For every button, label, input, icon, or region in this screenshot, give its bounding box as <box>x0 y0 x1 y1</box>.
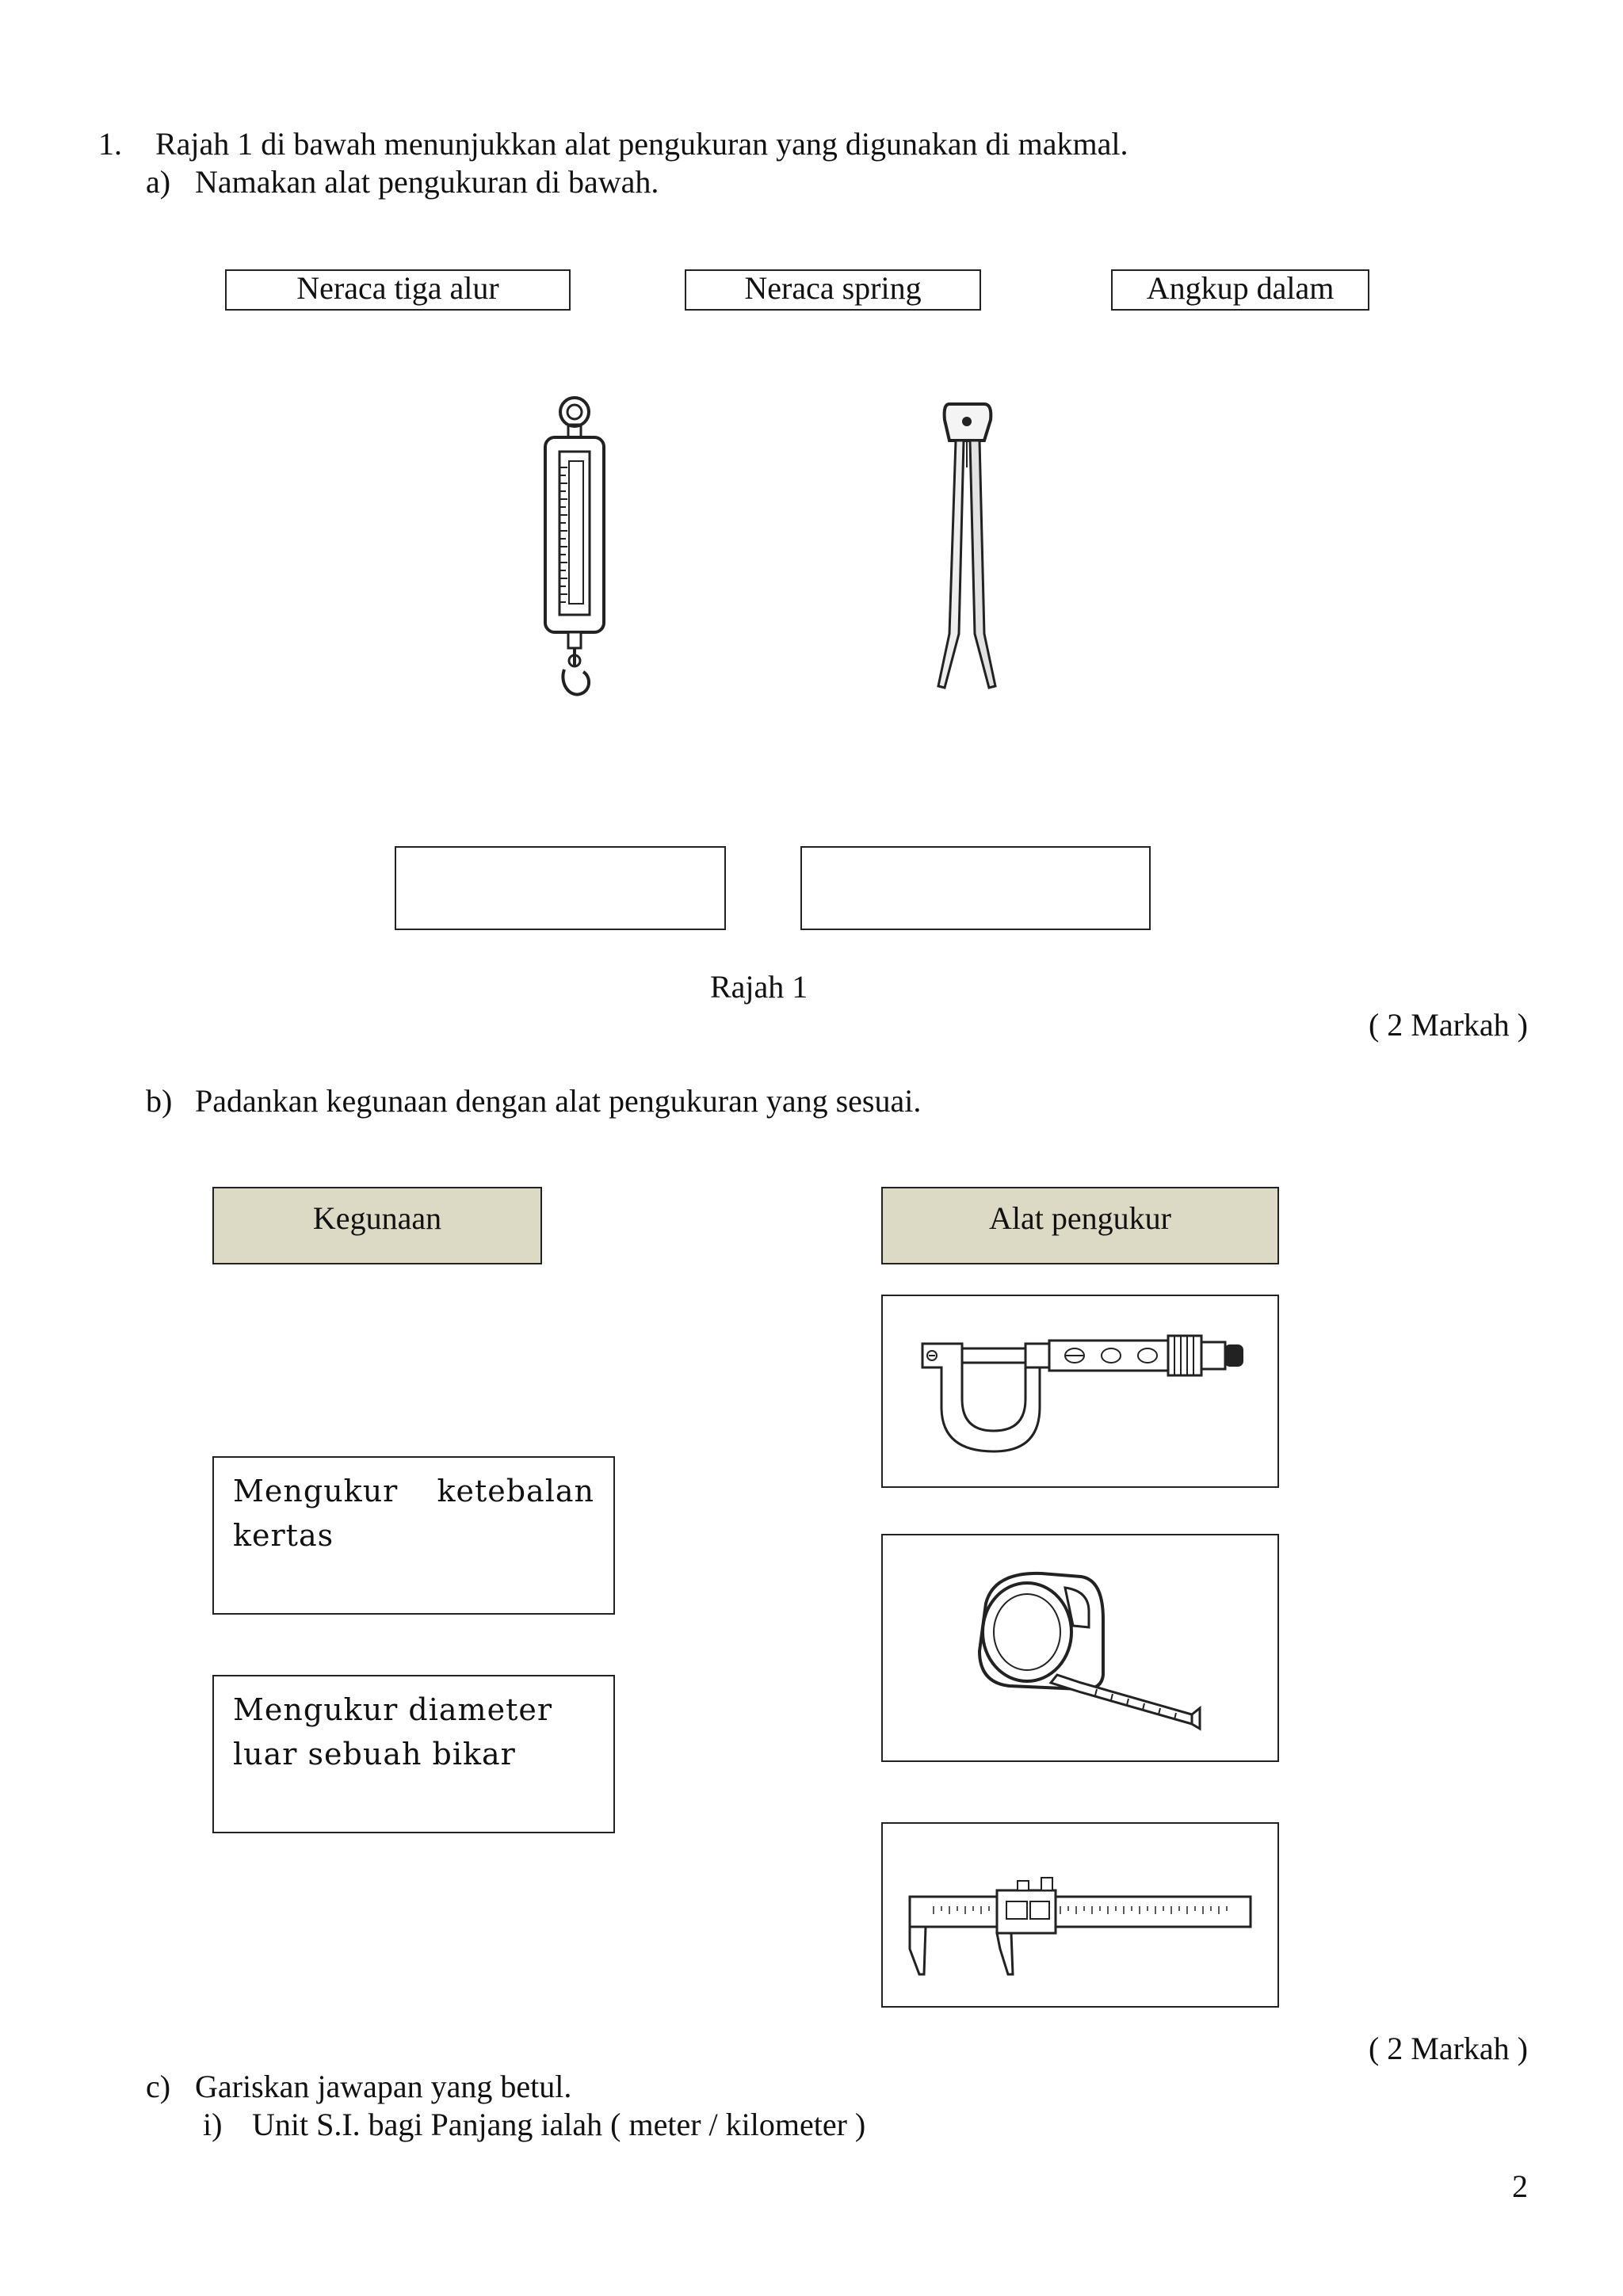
part-c-text: Gariskan jawapan yang betul. <box>195 2069 572 2104</box>
use-text: Mengukur diameter luar sebuah bikar <box>233 1692 552 1772</box>
use-box-1 <box>212 1456 615 1615</box>
choice-label: Neraca tiga alur <box>296 270 499 306</box>
header-label: Alat pengukur <box>989 1200 1171 1236</box>
marks-part-b: ( 2 Markah ) <box>1368 2031 1528 2066</box>
answer-box-2[interactable] <box>800 846 1151 930</box>
tool-box-micrometer <box>881 1295 1279 1488</box>
figure-caption: Rajah 1 <box>710 969 808 1005</box>
inside-caliper-image <box>927 396 1006 697</box>
measuring-tape-image <box>962 1556 1216 1746</box>
use-text: Mengukur ketebalan kertas <box>233 1474 594 1553</box>
part-b-text: Padankan kegunaan dengan alat pengukuran yang sesuai. <box>195 1083 922 1119</box>
choice-label: Angkup dalam <box>1146 270 1335 306</box>
answer-box-1[interactable] <box>395 846 726 930</box>
vernier-caliper-image <box>902 1870 1266 1981</box>
choice-label: Neraca spring <box>744 270 922 306</box>
part-a-text: Namakan alat pengukuran di bawah. <box>195 164 659 200</box>
use-box-2 <box>212 1675 615 1833</box>
tool-box-measuring-tape <box>881 1534 1279 1762</box>
part-c-item-text: Unit S.I. bagi Panjang ialah ( meter / kilometer ) <box>252 2107 866 2142</box>
question-number: 1. <box>98 126 122 162</box>
question-intro: Rajah 1 di bawah menunjukkan alat pengukuran yang digunakan di makmal. <box>155 126 1128 162</box>
page-number: 2 <box>1512 2168 1528 2204</box>
tool-box-vernier-caliper <box>881 1822 1279 2008</box>
marks-part-a: ( 2 Markah ) <box>1368 1007 1528 1043</box>
choice-box-3 <box>1111 269 1369 311</box>
choice-box-1 <box>225 269 571 311</box>
part-c-item-label: i) <box>203 2107 223 2142</box>
part-c-label: c) <box>146 2069 171 2104</box>
header-alat-pengukur <box>881 1187 1279 1264</box>
header-label: Kegunaan <box>312 1200 442 1236</box>
header-kegunaan <box>212 1187 542 1264</box>
spring-balance-image <box>523 388 626 721</box>
part-a-label: a) <box>146 164 171 200</box>
micrometer-image <box>907 1312 1255 1470</box>
choice-box-2 <box>685 269 981 311</box>
part-b-label: b) <box>146 1083 173 1119</box>
